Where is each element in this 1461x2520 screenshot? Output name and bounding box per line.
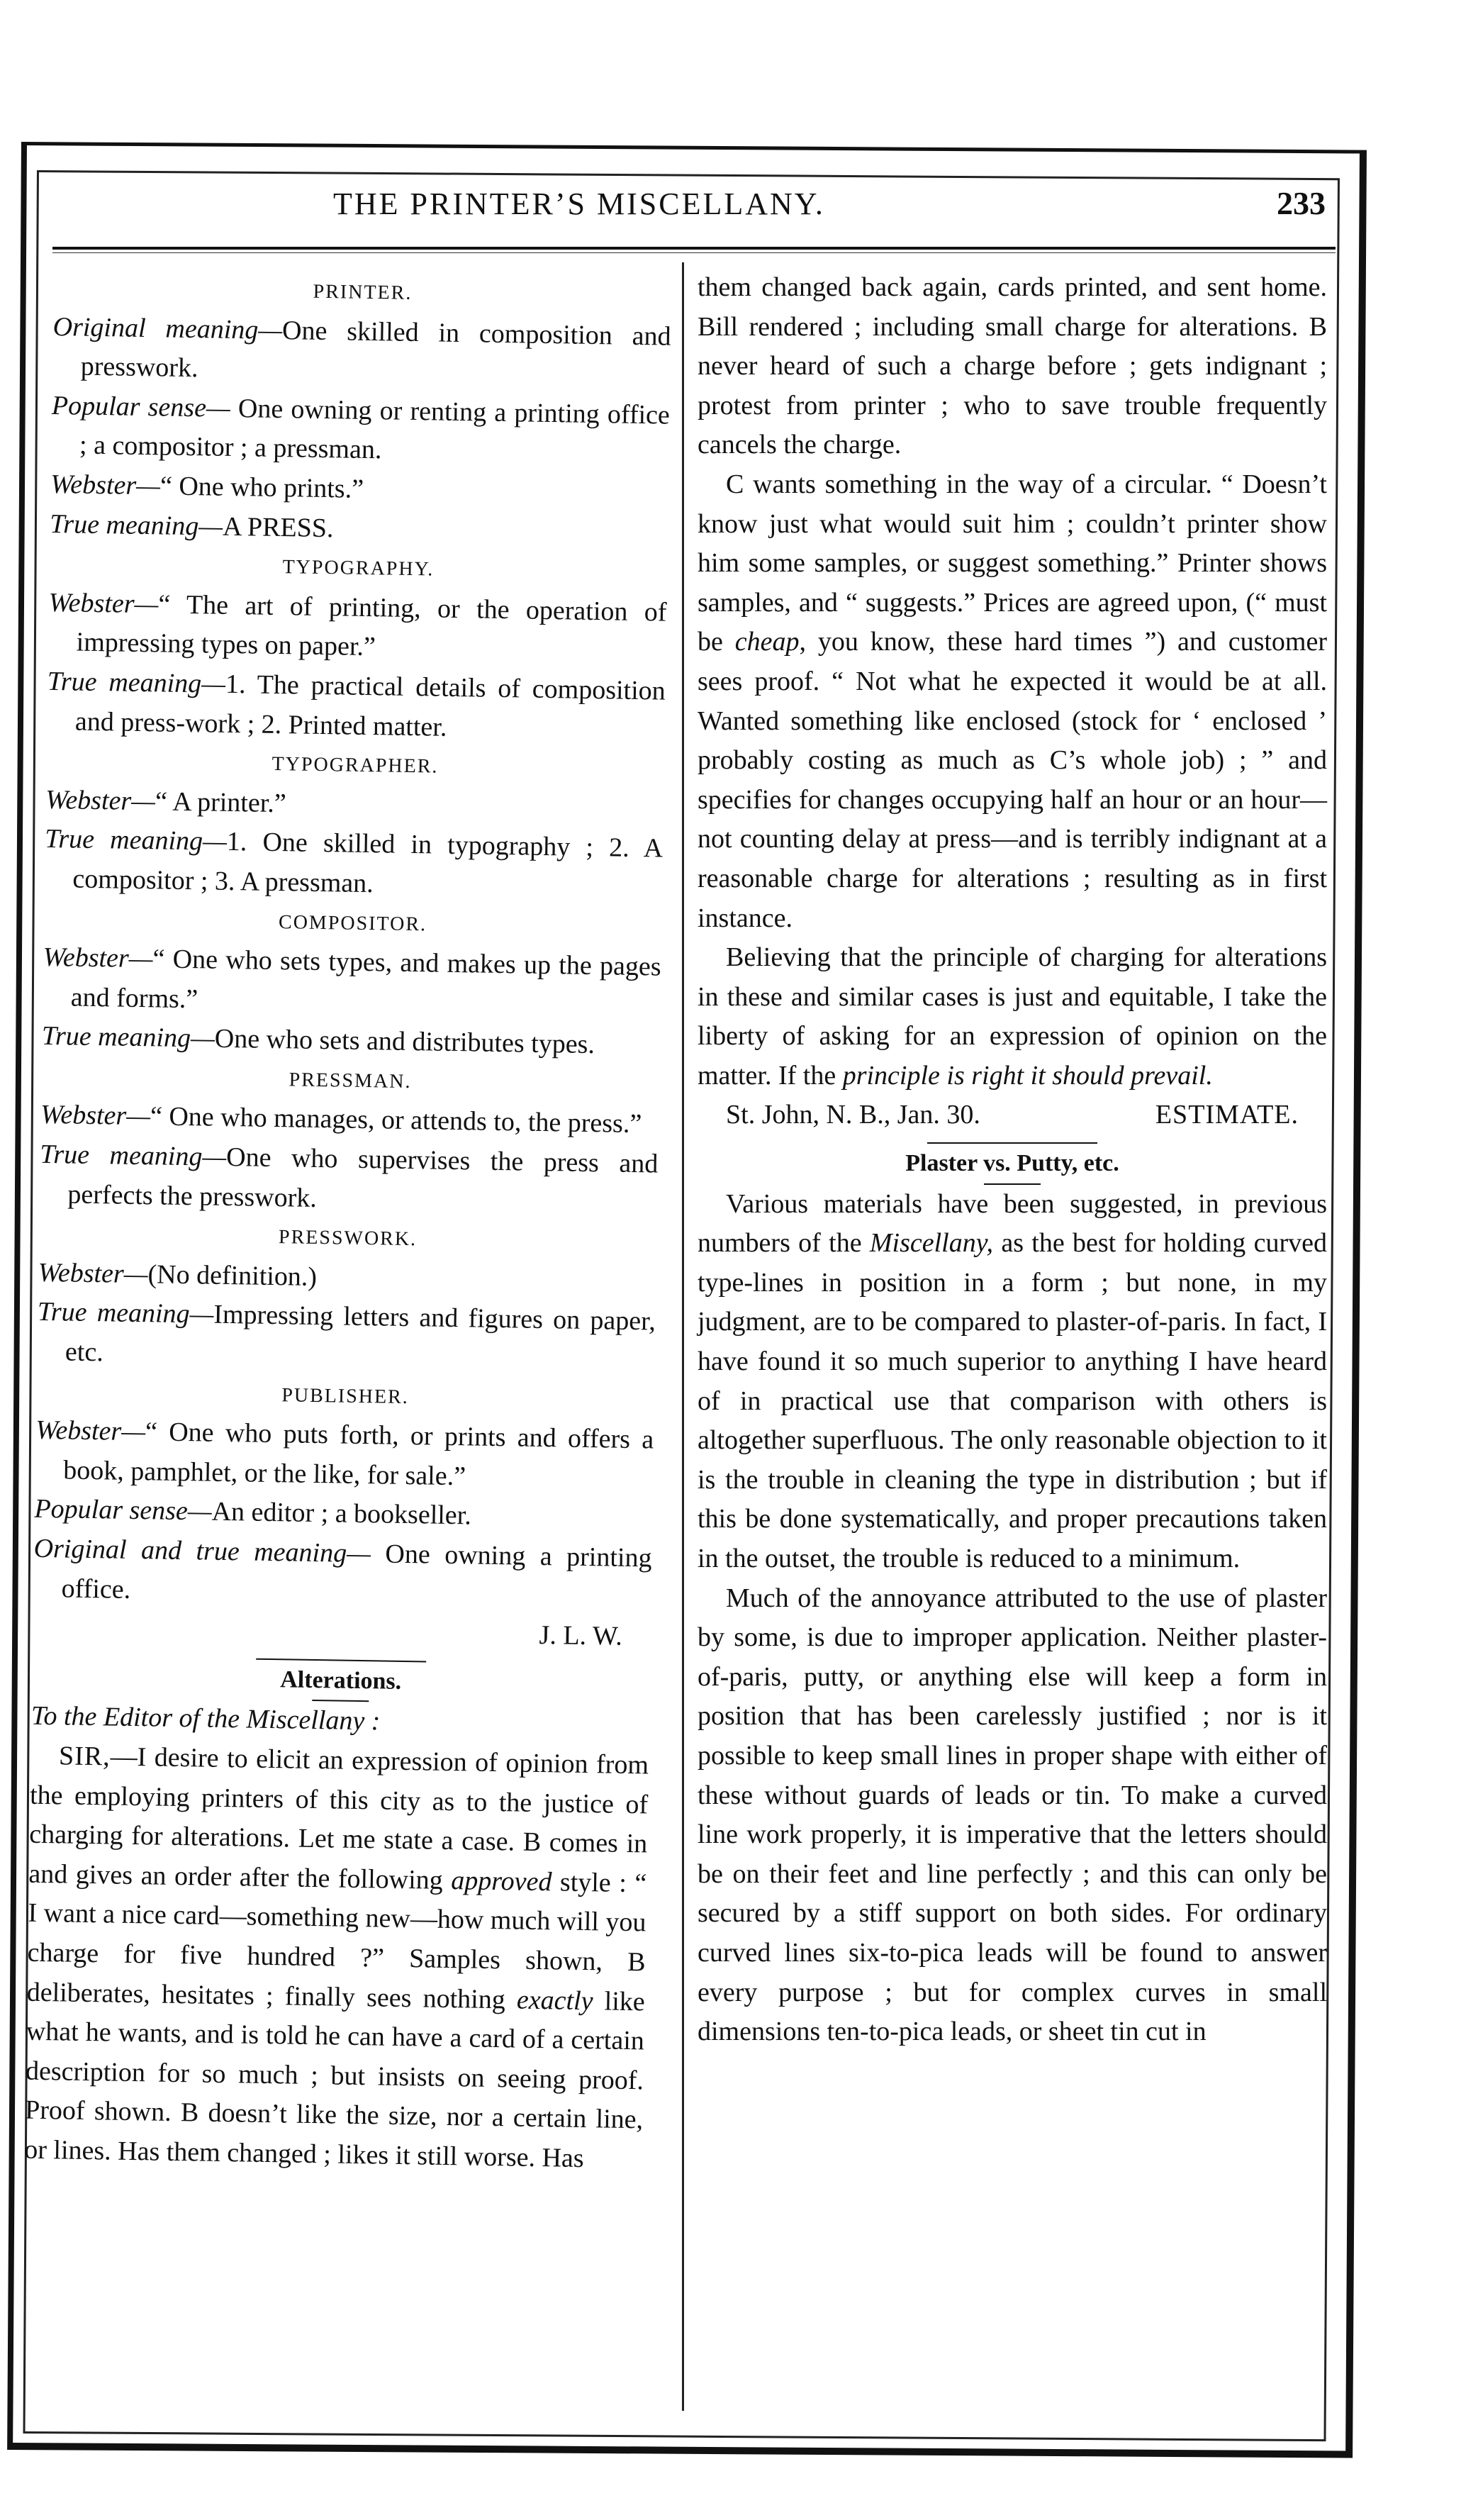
journal-title: THE PRINTER’S MISCELLANY.: [333, 186, 825, 221]
definition-entry: Popular sense—An editor ; a bookseller.: [34, 1494, 472, 1531]
paragraph: C wants something in the way of a circular. “ Doesn’t know just what would suit him ; couldn’t printer show him some samples, or suggest something.” Printer shows samples, and “ suggests.” Prices are agreed upon, (“ must be cheap, you know, these hard times ”) and customer sees proof. “ Not what he expected it would be at all. Wanted something like enclosed (stock for ‘ enclosed ’ probably costing as much as C’s whole job) ; ” and specifies for changes occupying half an hour or an hour—not counting delay at press—and is terribly indignant at a reasonable charge for alterations ; resulting as in first instance.: [698, 469, 1327, 933]
header-rule-thin: [52, 252, 1336, 253]
definition-entry: Popular sense— One owning or renting a printing office ; a compositor ; a pressman.: [51, 390, 671, 465]
author-signature: J. L. W.: [539, 1620, 623, 1652]
running-header: [333, 186, 1354, 228]
definition-entry: Webster—“ One who puts forth, or prints and offers a book, pamphlet, or the like, for sale.”: [35, 1415, 654, 1492]
definition-entry: Webster—“ One who sets types, and makes up the pages and forms.”: [43, 942, 661, 1015]
definition-entry: Webster—“ A printer.”: [45, 784, 287, 818]
paragraph: Much of the annoyance attributed to the use of plaster by some, is due to improper application. Neither plaster-of-paris, putty, or anything else will keep a form in position that has been carelessly justified ; nor is it possible to keep small lines in proper shape with either of these without guards of leads or tin. To make a curved line work properly, it is imperative that the letters should be on their feet and line perfectly ; and this can only be secured by a stiff support on both sides. For ordinary curved lines six-to-pica leads will be found to answer every purpose ; but for complex curves in small dimensions ten-to-pica leads, or sheet tin cut in: [698, 1583, 1327, 2047]
left-column: [24, 268, 672, 2180]
letter-dateline: [698, 1095, 1327, 1135]
letter-continuation: them changed back again, cards printed, and sent home. Bill rendered ; including small charge for alterations. B never heard of such a charge before ; gets indignant ; protest from printer ; who to save trouble frequently cancels the charge.: [698, 272, 1327, 460]
definition-entry: True meaning—1. One skilled in typography ; 2. A compositor ; 3. A pressman.: [45, 824, 664, 899]
article-heading-alterations: Alterations.: [280, 1666, 402, 1695]
section-heading-pressman: PRESSMAN.: [289, 1069, 412, 1093]
definition-entry: Webster—“ The art of printing, or the operation of impressing types on paper.”: [48, 587, 667, 662]
definition-entry: Webster—“ One who prints.”: [50, 469, 364, 504]
definition-entry: Webster—“ One who manages, or attends to, the press.”: [40, 1100, 642, 1139]
letter-body: SIR,—I desire to elicit an expression of opinion from the employing printers of this city as to the justice of charging for alterations. Let me state a case. B comes in and gives an order after the following approved style : “ I want a nice card—something new—how much will you charge for five hundred ?” Samples shown, B deliberates, hesitates ; finally sees nothing exactly like what he wants, and is told he can have a card of a certain description for so much ; but insists on seeing proof. Proof shown. B doesn’t like the size, nor a certain line, or lines. Has them changed ; likes it still worse. Has: [23, 1741, 649, 2173]
section-heading-typographer: TYPOGRAPHER.: [272, 753, 439, 778]
definition-entry: True meaning—Impressing letters and figures on paper, etc.: [37, 1297, 656, 1368]
header-rule: [52, 247, 1336, 250]
paragraph: Various materials have been suggested, in previous numbers of the Miscellany, as the best for holding curved type-lines in position in a form ; but none, in my judgment, are to be compared to plaster-of-paris. In fact, I have found it so much superior to anything I have heard of in practical use that comparison with others is altogether superfluous. The only reasonable objection to it is the trouble in cleaning the type in distribution ; but if this be done systematically, and proper precautions taken in the outset, the trouble is reduced to a minimum.: [698, 1188, 1327, 1573]
section-heading-publisher: PUBLISHER.: [281, 1383, 410, 1408]
letter-salutation: To the Editor of the Miscellany :: [30, 1701, 381, 1736]
definition-entry: Original and true meaning— One owning a printing office.: [33, 1533, 652, 1605]
section-heading-compositor: COMPOSITOR.: [278, 910, 427, 935]
definition-entry: Webster—(No definition.): [38, 1257, 318, 1292]
article-heading-plaster: Plaster vs. Putty, etc.: [905, 1150, 1119, 1177]
paragraph: Believing that the principle of charging for alterations in these and similar cases is just and equitable, I take the liberty of asking for an expression of opinion on the matter. If the principle is right it should prevail.: [698, 942, 1327, 1091]
dateline-place: St. John, N. B., Jan. 30.: [726, 1100, 980, 1130]
definition-entry: Original meaning—One skilled in composition and presswork.: [52, 311, 671, 384]
column-divider: [682, 262, 684, 2411]
definition-entry: True meaning—One who sets and distributes types.: [41, 1021, 595, 1060]
definition-entry: True meaning—1. The practical details of composition and press-work ; 2. Printed matter.: [47, 666, 666, 742]
definition-entry: True meaning—A PRESS.: [50, 508, 334, 543]
section-heading-typography: TYPOGRAPHY.: [282, 556, 435, 581]
right-column: [698, 268, 1327, 2052]
section-heading-presswork: PRESSWORK.: [278, 1226, 418, 1251]
page-number: 233: [1277, 185, 1326, 221]
definition-entry: True meaning—One who supervises the press and perfects the presswork.: [40, 1139, 659, 1213]
section-heading-printer: PRINTER.: [313, 280, 413, 304]
letter-signature: ESTIMATE.: [1155, 1100, 1299, 1130]
